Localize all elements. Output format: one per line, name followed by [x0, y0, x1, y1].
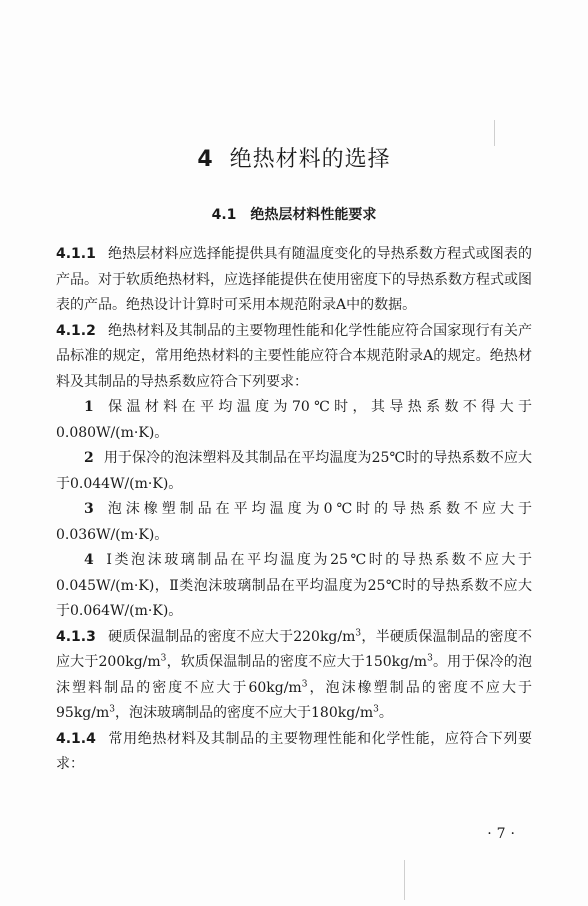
- unit-exponent: 3: [301, 678, 308, 689]
- clause-number: 4.1.4: [56, 730, 96, 747]
- clause-number: 4.1.2: [56, 322, 96, 339]
- item-number: 2: [84, 450, 94, 466]
- unit-exponent: 3: [427, 653, 433, 664]
- clause-text: ，半硬质保温制品的密度不应大于200kg/m: [56, 628, 532, 670]
- body-text: [56, 242, 532, 778]
- list-item: [56, 548, 532, 625]
- clause-4-1-2: [56, 319, 532, 396]
- section-title: 绝热层材料性能要求: [250, 207, 377, 223]
- clause-text: ，泡沫玻璃制品的密度不应大于180kg/m: [115, 705, 374, 721]
- clause-text: 。: [378, 705, 393, 721]
- chapter-title: 绝热材料的选择: [229, 147, 391, 172]
- clause-text: 绝热层材料应选择能提供具有随温度变化的导热系数方程式或图表的产品。对于软质绝热材料，应选择能提供在使用密度下的导热系数方程式或图表的产品。绝热设计计算时可采用本规范附录A中的数据。: [56, 246, 532, 313]
- section-heading: [0, 204, 588, 224]
- clause-text: 。用于保冷的泡沫塑料制品的密度不应大于60kg/m: [56, 654, 532, 696]
- section-number: 4.1: [211, 207, 237, 223]
- unit-exponent: 3: [109, 704, 115, 715]
- unit-exponent: 3: [373, 704, 379, 715]
- clause-text: 绝热材料及其制品的主要物理性能和化学性能应符合国家现行有关产品标准的规定，常用绝热材料的主要性能应符合本规范附录A的规定。绝热材料及其制品的导热系数应符合下列要求：: [56, 322, 532, 390]
- chapter-number: 4: [197, 147, 214, 172]
- list-item: [56, 446, 532, 497]
- unit-exponent: 3: [160, 653, 167, 664]
- item-number: 3: [84, 501, 94, 517]
- item-number: 4: [84, 552, 94, 568]
- scan-edge-mark: [404, 860, 405, 900]
- item-text: 保温材料在平均温度为70℃时，其导热系数不得大于0.080W/(m·K)。: [56, 399, 532, 441]
- clause-text: ，软质保温制品的密度不应大于150kg/m: [166, 654, 428, 670]
- item-text: Ⅰ类泡沫玻璃制品在平均温度为25℃时的导热系数不应大于0.045W/(m·K)，Ⅱ类泡沫玻璃制品在平均温度为25℃时的导热系数不应大于0.064W/(m·K)。: [56, 552, 532, 619]
- list-item: [56, 497, 532, 548]
- page-number: ·7·: [487, 826, 520, 842]
- list-item: [56, 395, 532, 446]
- clause-text: 硬质保温制品的密度不应大于220kg/m: [107, 628, 356, 645]
- item-text: 泡沫橡塑制品在平均温度为0℃时的导热系数不应大于0.036W/(m·K)。: [56, 501, 532, 543]
- clause-4-1-3: [56, 625, 532, 727]
- clause-number: 4.1.1: [56, 246, 96, 262]
- clause-text: 常用绝热材料及其制品的主要物理性能和化学性能，应符合下列要求：: [56, 730, 532, 772]
- item-text: 用于保冷的泡沫塑料及其制品在平均温度为25℃时的导热系数不应大于0.044W/(m·K)。: [56, 450, 532, 492]
- clause-text: ，泡沫橡塑制品的密度不应大于95kg/m: [56, 679, 532, 721]
- item-number: 1: [84, 399, 94, 415]
- chapter-heading: [0, 142, 588, 173]
- unit-exponent: 3: [355, 627, 362, 638]
- clause-number: 4.1.3: [56, 628, 96, 645]
- clause-4-1-4: [56, 727, 532, 778]
- clause-4-1-1: [56, 242, 532, 319]
